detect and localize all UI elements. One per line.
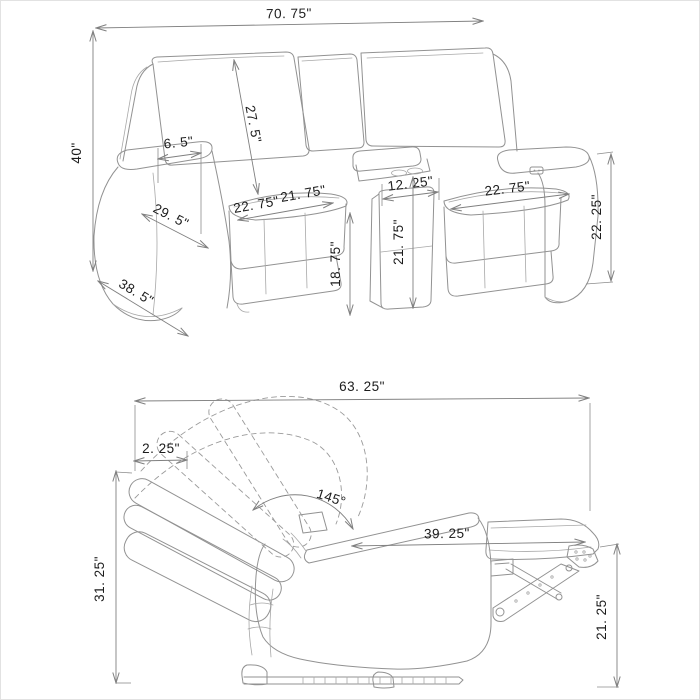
dim-recline-angle-label: 145° [314, 485, 348, 510]
dim-console-height-label: 21. 75" [391, 219, 406, 265]
dim-seat-height-label: 18. 75" [328, 241, 343, 287]
dim-right-seat-width-label: 22. 75" [483, 178, 532, 199]
dim-back-height-label: 27. 5" [242, 104, 265, 145]
recliner-line-art [119, 394, 598, 688]
dim-reclined-length-label: 63. 25" [339, 379, 385, 394]
dim-console-width-label: 12. 25" [386, 173, 435, 194]
dim-overall-depth-label: 38. 5" [116, 275, 157, 309]
recliner-mechanism [491, 545, 598, 621]
dim-arm-outside-depth-label: 29. 5" [150, 200, 192, 232]
dim-footrest-height-label: 21. 25" [594, 594, 609, 640]
dim-left-seat-width-label: 22. 75" [232, 193, 281, 216]
dim-overall-width-label: 70. 75" [265, 5, 312, 22]
furniture-dimension-drawing [1, 1, 699, 699]
dim-arm-height-label: 22. 25" [589, 194, 604, 240]
dim-left-seat-depth-label: 21. 75" [279, 182, 328, 205]
dim-overall-height-label: 40" [69, 142, 84, 164]
dim-wall-clearance-label: 2. 25" [142, 441, 180, 456]
dim-reclined-seat-length-label: 39. 25" [423, 525, 470, 542]
loveseat-right-arm [497, 147, 598, 303]
recliner-back-reclined [119, 474, 327, 626]
recliner-footrest [486, 519, 599, 559]
dim-armrest-top-width-label: 6. 5" [162, 133, 195, 152]
loveseat-left-arm [94, 142, 231, 321]
dim-back-length-label: 31. 25" [92, 556, 107, 602]
loveseat-right-seat [444, 188, 569, 296]
recliner-base [242, 665, 463, 688]
recliner-dimensions [92, 379, 619, 687]
